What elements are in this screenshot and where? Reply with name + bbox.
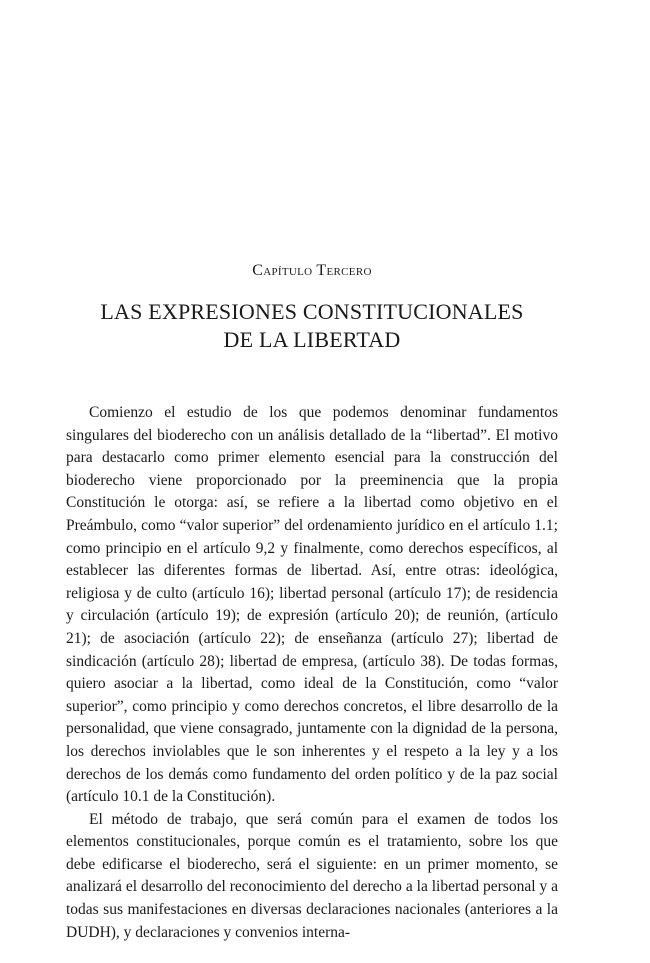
paragraph-2: El método de trabajo, que será común para el examen de todos los elementos constitucionales, porque común es el tratamiento, sobre los que debe edificarse el bioderecho, será el siguiente: en un primer momento, se analizará el desarrollo del reconocimiento del derecho a la libertad personal y a todas sus manifestaciones en diversas declaraciones nacionales (anteriores a la DUDH), y declaraciones y convenios interna-: [66, 810, 558, 941]
chapter-title-line-2: DE LA LIBERTAD: [223, 327, 401, 352]
chapter-label: Capítulo Tercero: [252, 262, 372, 279]
chapter-title-line-1: LAS EXPRESIONES CONSTITUCIONALES: [100, 299, 524, 324]
paragraph-1: Comienzo el estudio de los que podemos denominar fundamentos singulares del bioderecho con un análisis detallado de la “libertad”. El motivo para destacarlo como primer elemento esencial para la construcción del bioderecho viene proporcionado por la preeminencia que la propia Constitución le otorga: así, se refiere a la libertad como objetivo en el Preámbulo, como “valor superior” del ordenamiento jurídico en el artículo 1.1; como principio en el artículo 9,2 y finalmente, como derechos específicos, al establecer las diferentes formas de libertad. Así, entre otras: ideológica, religiosa y de culto (artículo 16); libertad personal (artículo 17); de residencia y circulación (artículo 19); de expresión (artículo 20); de reunión, (artículo 21); de asociación (artículo 22); de enseñanza (artículo 27); libertad de sindicación (artículo 28); libertad de empresa, (artículo 38). De todas formas, quiero asociar a la libertad, como ideal de la Constitución, como “valor superior”, como principio y como derechos concretos, el libre desarrollo de la personalidad, que viene consagrado, juntamente con la dignidad de la persona, los derechos inviolables que le son inherentes y el respeto a la ley y a los derechos de los demás como fundamento del orden político y de la paz social (artículo 10.1 de la Constitución).: [66, 404, 558, 806]
chapter-title: [0, 298, 624, 354]
body-text: [66, 402, 558, 944]
